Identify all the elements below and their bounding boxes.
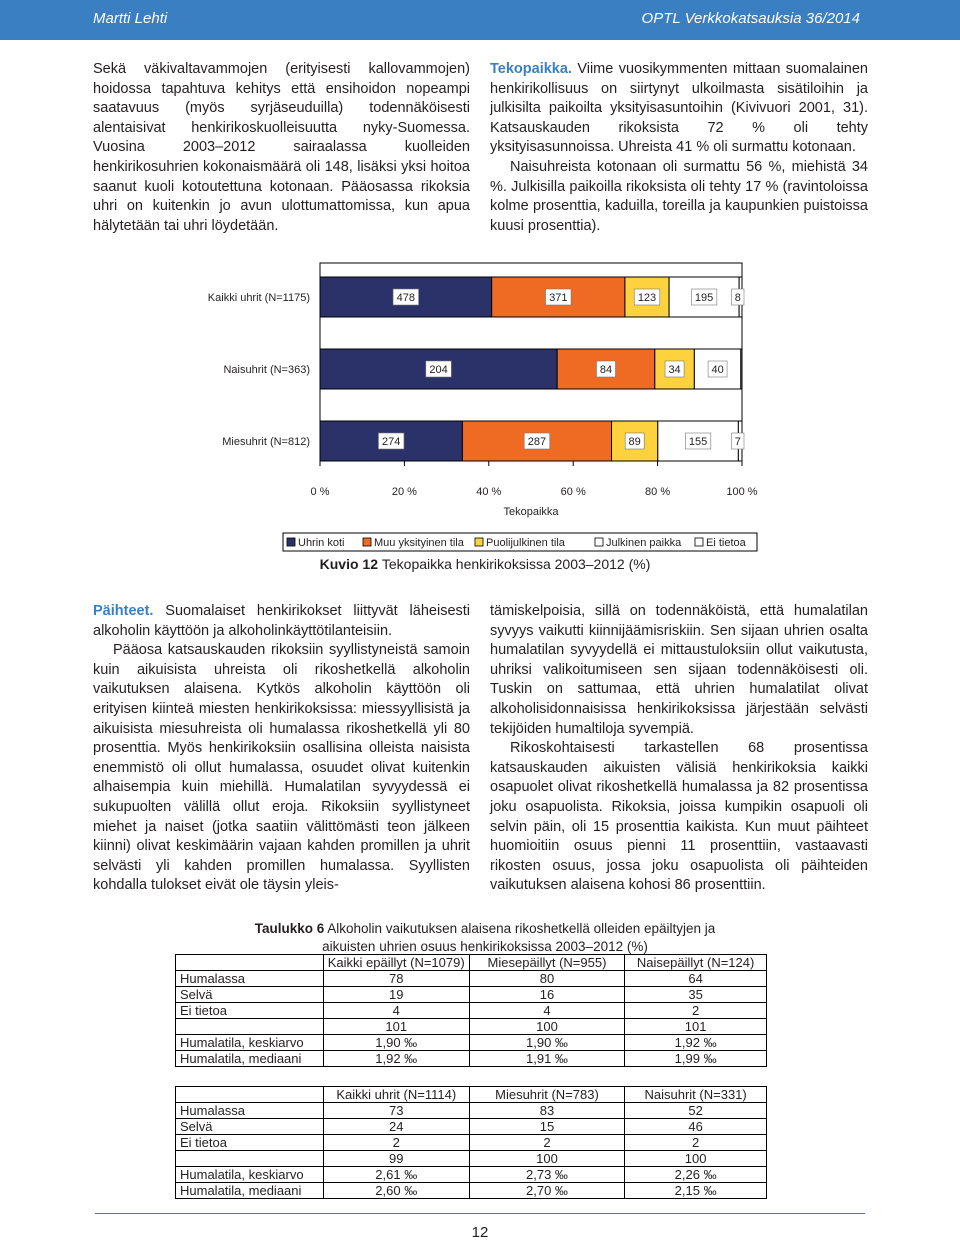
x-axis-title: Tekopaikka	[503, 506, 559, 518]
table-row	[176, 1103, 767, 1119]
table-caption-line1: Alkoholin vaikutuksen alaisena rikoshetkellä olleiden epäiltyjen ja	[327, 921, 716, 936]
table-cell: 1,90 ‰	[469, 1035, 625, 1051]
table-cell: 100	[469, 1151, 625, 1167]
table-cell: 19	[323, 987, 469, 1003]
paihteet-paragraph	[93, 602, 470, 641]
data-label: 478	[396, 292, 416, 304]
tekopaikka-paragraph	[490, 60, 868, 158]
category-label: Naisuhrit (N=363)	[223, 364, 310, 376]
table-header-row	[176, 955, 767, 971]
top-right-column	[490, 60, 868, 236]
table-cell: 2,70 ‰	[469, 1183, 625, 1199]
table-cell: Humalatila, keskiarvo	[176, 1035, 324, 1051]
header-author: Martti Lehti	[93, 10, 168, 27]
table-cell: 100	[625, 1151, 767, 1167]
table-cell: Miesuhrit (N=783)	[469, 1087, 625, 1103]
legend-swatch	[595, 538, 603, 546]
table-cell: 83	[469, 1103, 625, 1119]
table-cell: 2	[469, 1135, 625, 1151]
data-label: 287	[527, 436, 547, 448]
legend-swatch	[287, 538, 295, 546]
data-label: 195	[694, 292, 714, 304]
paihteet-text-4: Rikoskohtaisesti tarkastellen 68 prosentissa katsauskauden aikuisten välisiä henkirikoksia kaikki osapuolet olivat rikoshetkellä humalassa ja 82 prosentissa joku osapuolista. Rikoksia, joissa kumpikin osapuoli oli selvin päin, oli 15 prosenttia kaikista. Kun muut päihteet huomioitiin osuus pienni 11 prosenttiin, vastaavasti rikosten osuus, jossa joku osapuolista oli päihteiden vaikutuksen alaisena kohosi 86 prosenttiin.	[490, 740, 868, 894]
data-label: 34	[668, 364, 681, 376]
table-victims	[175, 1086, 767, 1199]
table-cell: 78	[323, 971, 469, 987]
table-cell: Humalatila, keskiarvo	[176, 1167, 324, 1183]
table-cell: 1,90 ‰	[323, 1035, 469, 1051]
table-cell	[176, 1151, 324, 1167]
table-cell: 100	[469, 1019, 625, 1035]
table-cell: 1,91 ‰	[469, 1051, 625, 1067]
table-cell: 2	[625, 1135, 767, 1151]
table-cell: 2,15 ‰	[625, 1183, 767, 1199]
table-cell: 80	[469, 971, 625, 987]
legend-label: Muu yksityinen tila	[374, 537, 464, 549]
tekopaikka-text-1: Viime vuosikymmenten mittaan suomalainen henkirikollisuus on siirtynyt ulkoilmasta sisätiloihin ja julkisilta paikoilta yksityisasuntoihin (Kivivuori 2001, 31). Katsauskauden rikoksista 72 % oli tehty yksityisasunnoissa. Uhreista 41 % oli surmattu kotonaan.	[490, 61, 868, 156]
table-cell: 2	[323, 1135, 469, 1151]
table-cell: 16	[469, 987, 625, 1003]
table-cell: 1,92 ‰	[625, 1035, 767, 1051]
page-header	[0, 0, 960, 40]
legend-label: Uhrin koti	[298, 537, 345, 549]
table-cell: 2,61 ‰	[323, 1167, 469, 1183]
table-row	[176, 1003, 767, 1019]
table-row	[176, 1119, 767, 1135]
table-cell: Ei tietoa	[176, 1003, 324, 1019]
table-row	[176, 1183, 767, 1199]
table-cell: 24	[323, 1119, 469, 1135]
table-cell: 101	[625, 1019, 767, 1035]
table-cell: 4	[469, 1003, 625, 1019]
table-cell: Selvä	[176, 987, 324, 1003]
legend-label: Julkinen paikka	[606, 537, 682, 549]
table-cell: 35	[625, 987, 767, 1003]
x-tick-label: 100 %	[726, 486, 758, 498]
data-label: 204	[429, 364, 448, 376]
page-number: 12	[471, 1224, 489, 1241]
table-cell: 99	[323, 1151, 469, 1167]
table-cell: Kaikki uhrit (N=1114)	[323, 1087, 469, 1103]
paihteet-heading: Päihteet.	[93, 603, 154, 619]
table-cell	[176, 1087, 324, 1103]
data-label: 89	[628, 436, 641, 448]
table-row	[176, 1135, 767, 1151]
table-row	[176, 971, 767, 987]
paihteet-text-1: Suomalaiset henkirikokset liittyvät läheisesti alkoholin käyttöön ja alkoholinkäyttötilanteisiin.	[93, 603, 471, 639]
table-cell: 4	[323, 1003, 469, 1019]
paihteet-text-2: Pääosa katsauskauden rikoksiin syyllistyneistä samoin kuin aikuisista uhreista oli rikoshetkellä alkoholin vaikutuksen alaisena. Kytkös alkoholin käyttöön oli erityisen kiinteä miesten henkirikoksissa: miessyyllisistä ja aikuisista miesuhreista oli humalassa rikoshetkellä yli 80 prosenttia. Myös henkirikoksiin osallisina olleista naisista enemmistö oli ollut humalassa, osuudet olivat kuitenkin alhaisempia kuin miehillä. Humalatilan syvyydessä ei sukupuolten välillä ollut eroja. Rikoksiin syyllistyneet miehet ja naiset (jotka saatiin välittömästi teon jälkeen kiinni) olivat keskimäärin vajaan kahden promillen ja uhrit selvästi yli kahden promillen humalassa. Syyllisten kohdalla tulokset eivät ole täysin yleis-	[93, 642, 470, 894]
table-cell: 2,73 ‰	[469, 1167, 625, 1183]
legend-swatch	[363, 538, 371, 546]
data-label: 274	[382, 436, 401, 448]
top-left-column	[93, 60, 470, 236]
table-cell: Kaikki epäillyt (N=1079)	[323, 955, 469, 971]
legend-label: Ei tietoa	[706, 537, 746, 549]
table-cell: Humalassa	[176, 971, 324, 987]
data-label: 84	[599, 364, 613, 376]
table-cell: 2,60 ‰	[323, 1183, 469, 1199]
table-cell: 1,92 ‰	[323, 1051, 469, 1067]
table-cell: 73	[323, 1103, 469, 1119]
header-series: OPTL Verkkokatsauksia 36/2014	[641, 10, 860, 27]
table-suspects	[175, 954, 767, 1067]
legend-swatch	[475, 538, 483, 546]
table-row	[176, 1035, 767, 1051]
paihteet-text-3: tämiskelpoisia, sillä on todennäköistä, että humalatilan syvyys vaikutti kiinnijäämisriskiin. Sen sijaan uhrien osalta humalatilan syvyydellä ei mittaustuloksiin ollut vaikutusta, uhriksi valikoitumiseen sen sijaan todennäköisesti oli. Tuskin on sattumaa, että uhrien humalatilat olivat alkoholisidonnaisissa henkirikoksissa järjestään selvästi tekijöiden humaltiloja syvempiä.	[490, 603, 868, 737]
x-tick-label: 20 %	[391, 486, 417, 498]
legend-label: Puolijulkinen tila	[486, 537, 565, 549]
x-tick-label: 60 %	[560, 486, 586, 498]
table-cell: 15	[469, 1119, 625, 1135]
table-cell: 64	[625, 971, 767, 987]
legend-swatch	[695, 538, 703, 546]
table-cell	[176, 955, 324, 971]
table-caption-label: Taulukko 6	[254, 921, 325, 936]
data-label: 155	[688, 436, 708, 448]
table-cell: Humalatila, mediaani	[176, 1183, 324, 1199]
top-left-paragraph: Sekä väkivaltavammojen (erityisesti kallovammojen) hoidossa tapahtuva kehitys että ensihoidon nopeampi saatavuus (myös syrjäseuduilla) todennäköisesti alentaisivat henkirikoskuolleisuutta nyky-Suomessa. Vuosina 2003–2012 sairaalassa kuolleiden henkirikosuhrien kokonaismäärä oli 148, lisäksi yksi hoitoa saanut kuoli kotoutettuna kotonaan. Pääosassa rikoksia uhri on kuitenkin jo avun ulottumattomissa, kun apua hälytetään tai uhri löydetään.	[93, 61, 470, 234]
footer-rule	[95, 1213, 865, 1214]
tekopaikka-text-2: Naisuhreista kotonaan oli surmattu 56 %, miehistä 34 %. Julkisilla paikoilla rikoksista oli tehty 17 % (ravintoloissa kolme prosenttia, kaduilla, toreilla ja kaupunkien puistoissa kuusi prosenttia).	[490, 158, 868, 234]
tekopaikka-heading: Tekopaikka.	[490, 61, 572, 77]
table-row	[176, 1051, 767, 1067]
table-cell: Miesepäillyt (N=955)	[469, 955, 625, 971]
bottom-right-column	[490, 602, 868, 896]
table-cell: Humalatila, mediaani	[176, 1051, 324, 1067]
table-row	[176, 1167, 767, 1183]
figure-12-chart	[190, 255, 780, 585]
table-cell: 2,26 ‰	[625, 1167, 767, 1183]
table-cell: 46	[625, 1119, 767, 1135]
table-cell: Naisuhrit (N=331)	[625, 1087, 767, 1103]
data-label: 123	[637, 292, 657, 304]
table-cell: 1,99 ‰	[625, 1051, 767, 1067]
data-label: 40	[711, 364, 724, 376]
table-header-row	[176, 1087, 767, 1103]
table-cell: Ei tietoa	[176, 1135, 324, 1151]
figure-caption	[320, 556, 651, 572]
table-caption-line2: aikuisten uhrien osuus henkirikoksissa 2003–2012 (%)	[322, 939, 648, 954]
table-row	[176, 1019, 767, 1035]
table-cell: Selvä	[176, 1119, 324, 1135]
table-6-caption	[205, 920, 765, 956]
x-tick-label: 0 %	[310, 486, 330, 498]
table-cell: Humalassa	[176, 1103, 324, 1119]
data-label: 8	[734, 292, 741, 304]
x-tick-label: 80 %	[645, 486, 671, 498]
x-tick-label: 40 %	[476, 486, 502, 498]
table-cell: 52	[625, 1103, 767, 1119]
figure-caption-text: Tekopaikka henkirikoksissa 2003–2012 (%)	[381, 556, 651, 572]
bottom-left-column	[93, 602, 470, 896]
table-row	[176, 987, 767, 1003]
bar-segment	[741, 349, 742, 389]
table-cell: Naisepäillyt (N=124)	[625, 955, 767, 971]
category-label: Miesuhrit (N=812)	[222, 436, 310, 448]
data-label: 371	[549, 292, 568, 304]
figure-caption-label: Kuvio 12	[319, 556, 382, 572]
table-cell: 2	[625, 1003, 767, 1019]
table-cell: 101	[323, 1019, 469, 1035]
category-label: Kaikki uhrit (N=1175)	[207, 292, 310, 304]
data-label: 7	[734, 436, 741, 448]
table-cell	[176, 1019, 324, 1035]
table-row	[176, 1151, 767, 1167]
